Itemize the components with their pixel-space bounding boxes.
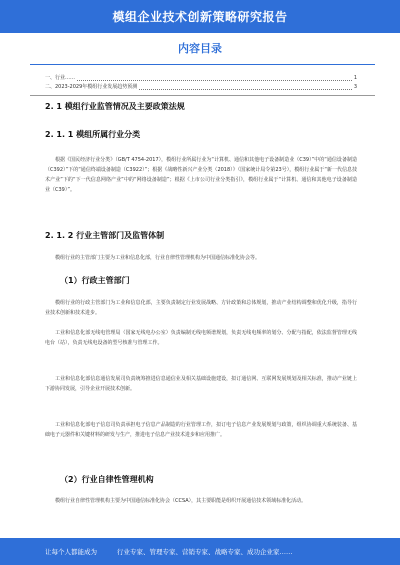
- toc-leader-dots: [77, 80, 352, 81]
- toc-item[interactable]: [45, 74, 357, 83]
- paragraph-industry-classification: 根据《国民经济行业分类》（GB/T 4754-2017），模组行业所属行业为“计算机、通信和其他电子设备制造业（C39）”中的“通信设备制造（C392）”下的“通信终端设备制造（C3922）”；根据《战略性新兴产业分类（2018）》（国家统计局令第23号），模组行业属于“新一代信息技术产业”下的“下一代信息网络产业”中的“网络设备制造”；根据《上市公司行业分类指引》，模组行业属于“计算机、通信和其他电子设备制造业（C39）”。: [45, 157, 357, 193]
- toc-divider-bottom: [30, 95, 375, 96]
- section-heading-2-1-1: 2. 1. 1 模组所属行业分类: [45, 130, 141, 139]
- paragraph-admin-3: 工业和信息化部信息通信发展司负责统筹推进信息通信业及相关基础设施建设，拟订通信网、互联网发展规划及相关标准，推动产业链上下游协同发展，引导企业开展技术创新。: [45, 376, 357, 392]
- toc-item-page: 3: [353, 84, 357, 90]
- paragraph-admin-4: 工业和信息化部电子信息司负责承担电子信息产品制造的行业管理工作，拟订电子信息产业发展规划与政策，组织协调重大系统装备、基础电子元器件和关键材料的研发与生产，推进电子信息产业技术进步和应用推广。: [45, 422, 357, 438]
- toc-item-page: 1: [353, 75, 357, 81]
- toc-leader-dots: [139, 89, 352, 90]
- paragraph-admin-1: 模组行业的行政主管部门为工业和信息化部，主要负责制定行业发展战略、方针政策和总体规划，推动产业结构调整和优化升级，指导行业技术创新和技术进步。: [45, 300, 357, 316]
- paragraph-regulatory-bodies: 模组行业的主管部门主要为工业和信息化部，行业自律性管理机构为中国通信标准化协会等。: [55, 255, 261, 261]
- toc-list: [45, 74, 357, 92]
- footer-roles: 行业专家、管理专家、营销专家、战略专家、成功企业家……: [117, 548, 293, 556]
- toc-item-label: 二、2023-2029年模组行业发展趋势预测: [45, 84, 138, 90]
- report-header-bar: [0, 0, 400, 33]
- footer-bar: [0, 538, 400, 565]
- toc-item-label: 一、行业……: [45, 75, 76, 81]
- subheading-admin-authority: （1）行政主管部门: [60, 276, 130, 285]
- toc-title: 内容目录: [178, 42, 222, 55]
- subheading-self-regulatory-body: （2）行业自律性管理机构: [60, 475, 154, 484]
- toc-item[interactable]: [45, 83, 357, 92]
- toc-divider-top: [30, 64, 375, 65]
- report-title: 模组企业技术创新策略研究报告: [112, 10, 288, 24]
- section-heading-2-1: 2. 1 模组行业监管情况及主要政策法规: [45, 102, 185, 111]
- section-heading-2-1-2: 2. 1. 2 行业主管部门及监管体制: [45, 231, 165, 240]
- paragraph-admin-2: 工业和信息化部无线电管理局（国家无线电办公室）负责编制无线电频谱规划，负责无线电频率的划分、分配与指配，依法监督管理无线电台（站），负责无线电设备的型号核准与管理工作。: [45, 330, 357, 346]
- footer-slogan: 让每个人都能成为: [45, 548, 97, 556]
- paragraph-self-regulatory-1: 模组行业自律性管理机构主要为中国通信标准化协会（CCSA），其主要职能是组织开展通信技术领域标准化活动。: [55, 498, 307, 504]
